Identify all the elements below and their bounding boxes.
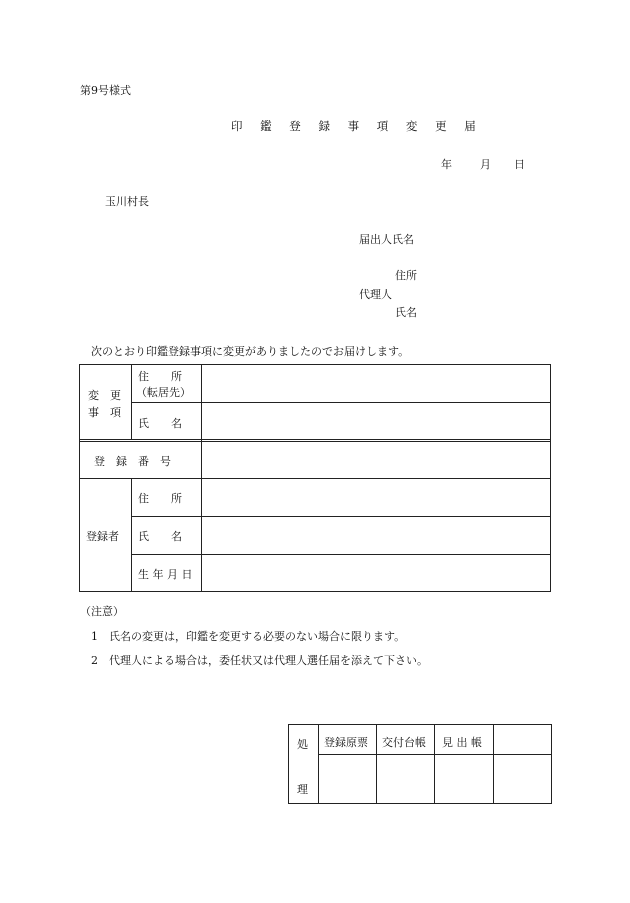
- divider: [434, 725, 435, 803]
- processing-label-top: 処: [297, 738, 308, 751]
- form-number: 第9号様式: [80, 84, 131, 97]
- change-address-sub-label: （転居先）: [136, 386, 191, 399]
- divider: [493, 725, 494, 803]
- change-address-label: 住 所: [138, 370, 182, 383]
- divider: [318, 725, 319, 803]
- divider: [131, 402, 551, 403]
- note-item: 2 代理人による場合は，委任状又は代理人選任届を添えて下さい。: [91, 654, 428, 667]
- processing-col-index-ledger: 見 出 帳: [442, 736, 482, 749]
- divider: [376, 725, 377, 803]
- processing-table: [288, 724, 552, 804]
- divider: [80, 439, 551, 440]
- divider: [131, 479, 132, 592]
- date-day-label: 日: [514, 158, 525, 171]
- form-title: 印 鑑 登 録 事 項 変 更 届: [231, 119, 483, 133]
- intro-text: 次のとおり印鑑登録事項に変更がありましたのでお届けします。: [91, 345, 410, 358]
- divider: [131, 554, 551, 555]
- processing-label-bottom: 理: [297, 783, 308, 796]
- proxy-address-label: 住所: [395, 269, 417, 282]
- change-name-label: 氏 名: [138, 417, 182, 430]
- divider: [318, 754, 551, 755]
- registration-number-label: 登 録 番 号: [94, 455, 171, 468]
- date-year-label: 年: [441, 158, 452, 171]
- date-month-label: 月: [480, 158, 491, 171]
- note-item: 1 氏名の変更は，印鑑を変更する必要のない場合に限ります。: [91, 630, 406, 643]
- divider: [131, 516, 551, 517]
- change-items-label-line1: 変 更: [88, 389, 121, 402]
- notes-title: （注意）: [80, 605, 124, 618]
- registrant-label: 登録者: [86, 530, 119, 543]
- change-items-label-line2: 事 項: [88, 406, 121, 419]
- processing-col-issuance-ledger: 交付台帳: [382, 736, 426, 749]
- registrant-address-label: 住 所: [138, 492, 182, 505]
- registrant-name-label: 氏 名: [138, 530, 182, 543]
- divider: [80, 441, 551, 442]
- proxy-label: 代理人: [359, 288, 392, 301]
- processing-col-registry: 登録原票: [324, 736, 368, 749]
- change-form-table: [79, 364, 551, 592]
- proxy-name-label: 氏名: [395, 306, 417, 319]
- applicant-name-label: 届出人氏名: [359, 233, 414, 246]
- registrant-birthdate-label: 生 年 月 日: [138, 568, 193, 581]
- addressee: 玉川村長: [105, 195, 149, 208]
- divider: [80, 478, 551, 479]
